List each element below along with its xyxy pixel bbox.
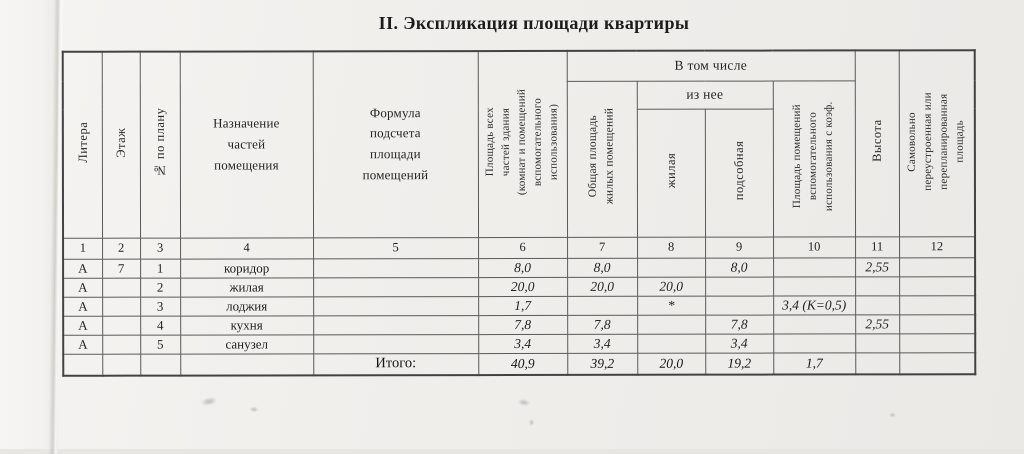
cell-living-total-area: [567, 296, 637, 315]
column-number: 10: [773, 236, 855, 257]
cell-aux-coef-area: [773, 276, 855, 295]
cell-total-area: 20,0: [478, 277, 567, 296]
cell-formula: [313, 296, 478, 315]
scan-noise: [197, 394, 221, 409]
cell-unauthorized-area: [899, 333, 975, 352]
col-header-total-area-label: Площадь всех частей здания (комнат и помещений вспомогательного использования): [482, 89, 562, 195]
total-height: [855, 352, 899, 374]
col-header-living-area: [637, 109, 705, 237]
cell-auxiliary-area: 7,8: [705, 315, 773, 334]
cell-living-area: [637, 334, 705, 353]
col-header-height: [855, 50, 899, 236]
col-header-living-area-label: жилая: [662, 153, 680, 188]
column-number: 12: [899, 236, 975, 257]
table-row: [63, 257, 975, 278]
cell-total-area: 3,4: [478, 334, 567, 353]
cell-living-total-area: 8,0: [567, 258, 637, 277]
col-header-living-total-area-label: Общая площадь жилых помещений: [585, 108, 619, 204]
col-header-floor-label: Этаж: [112, 127, 130, 157]
cell-floor: [102, 278, 140, 297]
column-number: 5: [313, 237, 478, 258]
cell-formula: [313, 277, 478, 296]
cell-litera: А: [63, 259, 102, 278]
cell-unauthorized-area: [899, 314, 975, 333]
cell-floor: [102, 335, 140, 354]
col-header-litera: [63, 52, 102, 238]
cell-litera: А: [63, 316, 102, 335]
cell-room-name: коридор: [180, 258, 313, 277]
cell-aux-coef-area: 3,4 (К=0,5): [773, 295, 855, 314]
cell-formula: [313, 258, 478, 277]
cell-formula: [313, 334, 478, 353]
column-number: 11: [855, 236, 899, 257]
cell-room-name: [180, 353, 313, 375]
total-living-area: 20,0: [637, 353, 705, 375]
scan-noise: [888, 412, 897, 418]
col-header-unauthorized-area-label: Самовольно переустроенная или перепланированная площадь: [905, 92, 969, 191]
cell-living-area: [637, 315, 705, 334]
cell-height: 2,55: [855, 257, 899, 276]
table-row: [63, 333, 975, 354]
total-total-area: 40,9: [478, 353, 567, 375]
cell-aux-coef-area: [773, 333, 855, 352]
cell-unauthorized-area: [899, 257, 975, 276]
scan-noise: [528, 418, 535, 427]
col-header-height-label: Высота: [868, 120, 886, 163]
total-living-total-area: 39,2: [567, 353, 637, 375]
cell-aux-coef-area: [773, 314, 855, 333]
total-unauthorized-area: [899, 352, 975, 374]
cell-plan-number: 1: [140, 259, 180, 278]
cell-room-name: жилая: [180, 277, 313, 296]
col-header-aux-coef-area: [773, 80, 855, 236]
col-header-plan-number: [140, 52, 180, 238]
cell-total-area: 1,7: [478, 296, 567, 315]
cell-living-total-area: 3,4: [567, 334, 637, 353]
cell-litera: А: [63, 278, 102, 297]
col-header-litera-label: Литера: [74, 122, 92, 163]
cell-unauthorized-area: [899, 295, 975, 314]
scan-noise: [515, 397, 532, 408]
page-title: II. Экспликация площади квартиры: [22, 13, 1024, 34]
cell-living-area: *: [637, 296, 705, 315]
cell-auxiliary-area: [705, 277, 773, 296]
column-number: 7: [567, 237, 637, 258]
cell-height: 2,55: [855, 314, 899, 333]
cell-room-name: кухня: [180, 315, 313, 334]
scan-noise: [248, 406, 260, 413]
column-number: 9: [705, 237, 773, 258]
col-header-total-area: [478, 51, 567, 237]
col-header-aux-coef-area-label: Площадь помещений вспомогательного использования с коэф.: [790, 101, 838, 211]
group-header-including: В том числе: [567, 50, 855, 81]
explication-table: [62, 49, 977, 377]
col-header-unauthorized-area: [899, 50, 975, 236]
cell-living-area: 20,0: [637, 277, 705, 296]
col-header-auxiliary-area: [705, 109, 773, 237]
explication-table-wrap: [62, 49, 977, 377]
cell-auxiliary-area: 8,0: [705, 258, 773, 277]
cell-floor: [102, 316, 140, 335]
table-header: [63, 50, 975, 259]
cell-aux-coef-area: [773, 257, 855, 276]
cell-height: [855, 333, 899, 352]
cell-litera: [63, 354, 102, 376]
table-body: [63, 257, 975, 376]
cell-living-total-area: 20,0: [567, 277, 637, 296]
col-header-room-purpose: Назначение частей помещения: [180, 51, 313, 237]
col-header-auxiliary-area-label: подсобная: [730, 140, 748, 200]
cell-auxiliary-area: [705, 296, 773, 315]
table-row: [63, 295, 975, 316]
cell-height: [855, 295, 899, 314]
total-auxiliary-area: 19,2: [705, 353, 773, 375]
cell-floor: [102, 297, 140, 316]
cell-height: [855, 276, 899, 295]
column-number: 2: [102, 238, 140, 259]
cell-total-area: 8,0: [478, 258, 567, 277]
table-row: [63, 314, 975, 335]
cell-plan-number: 4: [140, 316, 180, 335]
column-number: 3: [140, 238, 180, 259]
total-aux-coef-area: 1,7: [773, 352, 855, 374]
col-header-plan-number-label: № по плану: [151, 108, 169, 178]
cell-living-area: [637, 258, 705, 277]
cell-unauthorized-area: [899, 276, 975, 295]
column-number: 8: [637, 237, 705, 258]
cell-auxiliary-area: 3,4: [705, 334, 773, 353]
cell-litera: А: [63, 297, 102, 316]
cell-plan-number: 3: [140, 297, 180, 316]
col-header-living-total-area: [567, 81, 637, 237]
col-header-area-formula: Формула подсчета площади помещений: [313, 51, 478, 237]
table-row: [63, 276, 975, 297]
cell-room-name: санузел: [180, 334, 313, 353]
column-number-row: [63, 236, 975, 259]
cell-floor: [102, 354, 140, 376]
cell-plan-number: 2: [140, 278, 180, 297]
cell-plan-number: [140, 354, 180, 376]
cell-total-area: 7,8: [478, 315, 567, 334]
total-row: [63, 352, 975, 376]
cell-floor: 7: [102, 259, 140, 278]
total-label: Итого:: [313, 353, 478, 375]
column-number: 1: [63, 238, 102, 259]
cell-litera: А: [63, 335, 102, 354]
column-number: 6: [478, 237, 567, 258]
cell-plan-number: 5: [140, 335, 180, 354]
cell-formula: [313, 315, 478, 334]
cell-room-name: лоджия: [180, 296, 313, 315]
group-header-of-it: из нее: [637, 81, 773, 109]
column-number: 4: [180, 237, 313, 258]
cell-living-total-area: 7,8: [567, 315, 637, 334]
col-header-floor: [102, 52, 140, 238]
